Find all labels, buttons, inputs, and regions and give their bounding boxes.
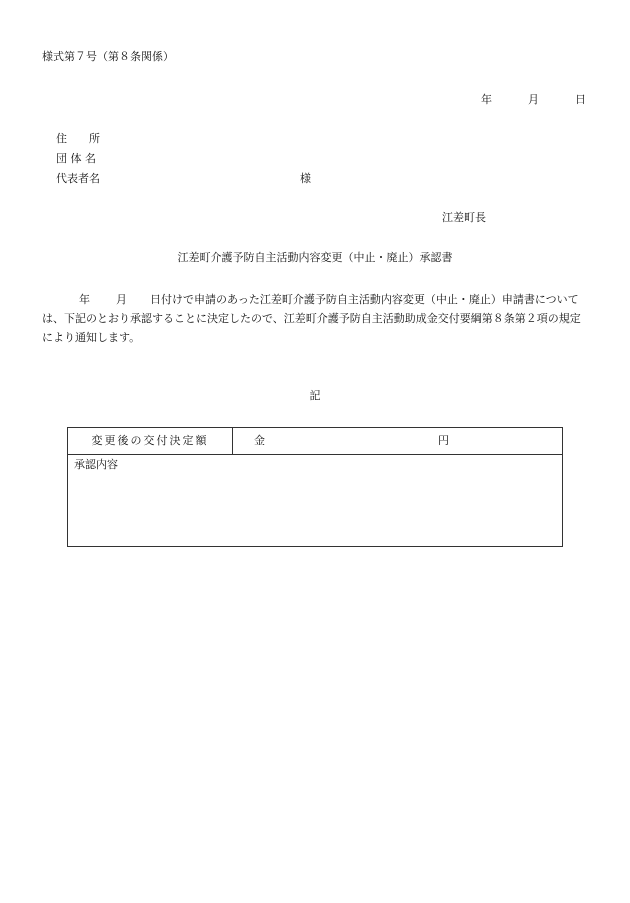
address-label: 住 所 xyxy=(56,132,100,145)
amount-row xyxy=(68,428,562,455)
date-month: 月 xyxy=(528,93,539,106)
kin-label: 金 xyxy=(254,434,265,447)
issuer-name: 江差町長 xyxy=(442,211,486,224)
group-name-label: 団 体 名 xyxy=(56,152,96,165)
honorific-sama: 様 xyxy=(300,172,311,185)
ki-heading: 記 xyxy=(309,389,321,402)
representative-label: 代表者名 xyxy=(56,172,100,185)
yen-label: 円 xyxy=(438,434,449,447)
date-day: 日 xyxy=(575,93,586,106)
body-paragraph xyxy=(42,290,590,347)
approval-content-label: 承認内容 xyxy=(74,458,118,471)
amount-label-cell: 変更後の交付決定額 xyxy=(68,428,233,454)
body-month: 月 xyxy=(116,293,127,306)
body-year: 年 xyxy=(79,293,90,306)
approval-table xyxy=(67,427,563,547)
date-year: 年 xyxy=(481,93,492,106)
document-title: 江差町介護予防自主活動内容変更（中止・廃止）承認書 xyxy=(177,251,453,264)
body-text: 日付けで申請のあった江差町介護予防自主活動内容変更（中止・廃止）申請書について は、下記のとおり承認することに決定したので、江差町介護予防自主活動助成金交付要綱第８条第２項の規定により通知します。 xyxy=(42,293,581,344)
form-number-label: 様式第７号（第８条関係） xyxy=(42,50,174,63)
